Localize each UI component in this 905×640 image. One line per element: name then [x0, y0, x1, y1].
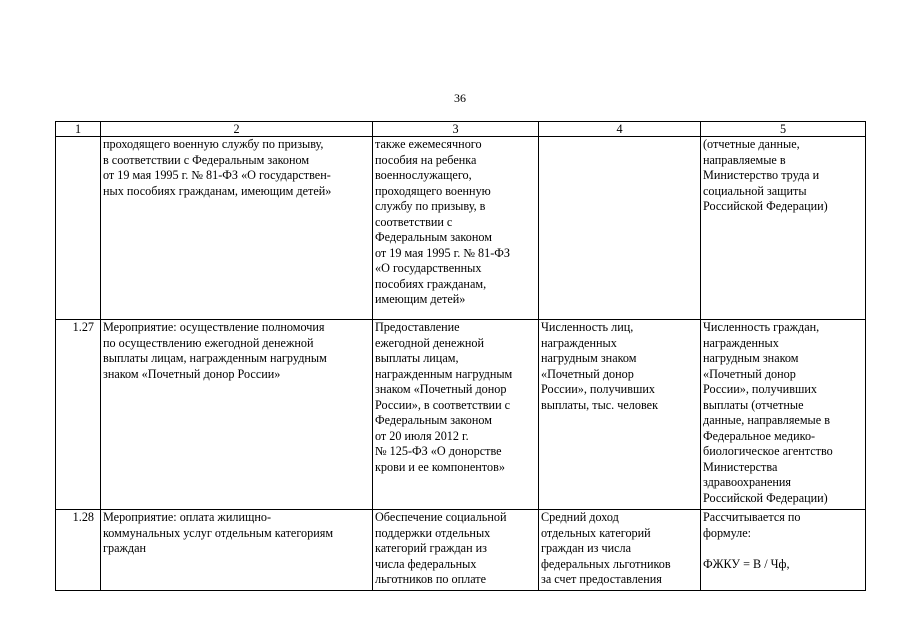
table-cell-c2	[101, 137, 373, 320]
cell-text-line: Федеральное медико-	[703, 428, 816, 443]
cell-text-line: пособиях гражданам,	[375, 276, 487, 291]
table-cell-c3	[373, 320, 539, 510]
cell-text-line: Министерства	[703, 459, 778, 474]
table-cell-c4	[539, 510, 701, 591]
cell-text-line: России», получивших	[703, 382, 817, 396]
header-cell: 1	[56, 122, 101, 137]
header-cell: 3	[373, 122, 539, 137]
data-table	[55, 121, 866, 591]
table-row	[56, 320, 866, 510]
cell-text-line: за счет предоставления	[541, 572, 662, 586]
cell-text-line: «О государственных	[375, 261, 482, 275]
cell-text-line: знаком «Почетный донор России»	[103, 366, 281, 381]
cell-text-line: «Почетный донор	[703, 366, 796, 381]
table-cell-c5	[701, 320, 866, 510]
cell-text-line: льготников по оплате	[375, 572, 487, 586]
cell-text-line: граждан	[103, 541, 147, 555]
table-row	[56, 510, 866, 591]
table-cell-c3	[373, 510, 539, 591]
table-cell-c5	[701, 510, 866, 591]
cell-text-line: выплаты лицам, награжденным нагрудным	[103, 351, 327, 365]
cell-text-line: Федеральным законом	[375, 413, 492, 427]
cell-text-line: выплаты лицам,	[375, 351, 459, 365]
cell-text-line: России», в соответствии с	[375, 397, 511, 412]
cell-text-line: в соответствии с Федеральным законом	[103, 152, 310, 167]
table-cell-c2	[101, 320, 373, 510]
cell-text-line: Численность граждан,	[703, 320, 820, 334]
cell-text-line: от 20 июля 2012 г.	[375, 428, 469, 443]
cell-text-line: Российской Федерации)	[703, 199, 828, 213]
cell-text-line: Мероприятие: осуществление полномочия	[103, 320, 325, 334]
cell-text-line: знаком «Почетный донор	[375, 382, 507, 396]
cell-text-line: Мероприятие: оплата жилищно-	[103, 510, 272, 524]
cell-text-line: службу по призыву, в	[375, 199, 486, 213]
cell-text-line: военнослужащего,	[375, 168, 472, 182]
cell-text-line: «Почетный донор	[541, 366, 634, 381]
cell-text-line: № 125-ФЗ «О донорстве	[375, 444, 502, 458]
row-number-cell	[56, 137, 101, 320]
cell-text-line: также ежемесячного	[375, 137, 482, 151]
row-number-cell: 1.27	[56, 320, 101, 510]
cell-text-line: выплаты (отчетные	[703, 397, 804, 412]
cell-text-line: коммунальных услуг отдельным категориям	[103, 525, 334, 540]
cell-text-line: нагрудным знаком	[541, 351, 637, 365]
cell-text-line: здравоохранения	[703, 475, 792, 489]
cell-text-line: направляемые в	[703, 152, 786, 167]
cell-text-line: (отчетные данные,	[703, 137, 800, 151]
table-cell-c2	[101, 510, 373, 591]
table-header-row	[56, 122, 866, 137]
page-number: 36	[454, 91, 466, 105]
header-cell: 4	[539, 122, 701, 137]
cell-text-line: Министерство труда и	[703, 168, 820, 182]
cell-text-line: числа федеральных	[375, 556, 477, 571]
cell-text-line: награжденных	[703, 335, 779, 350]
row-number-cell: 1.28	[56, 510, 101, 591]
cell-text-line: Рассчитывается по	[703, 510, 801, 524]
cell-text-line: биологическое агентство	[703, 444, 833, 458]
cell-text-line: отдельных категорий	[541, 525, 651, 540]
cell-text-line: поддержки отдельных	[375, 525, 491, 540]
header-cell: 2	[101, 122, 373, 137]
cell-text-line: пособия на ребенка	[375, 152, 477, 167]
cell-text-line: проходящего военную службу по призыву,	[103, 137, 324, 151]
cell-text-line: ФЖКУ = В / Чф,	[703, 556, 790, 571]
cell-text-line: Численность лиц,	[541, 320, 634, 334]
cell-text-line: формуле:	[703, 525, 752, 540]
cell-text-line: от 19 мая 1995 г. № 81-ФЗ «О государствен-	[103, 168, 331, 182]
cell-text-line: федеральных льготников	[541, 556, 671, 571]
cell-text-line: Предоставление	[375, 320, 460, 334]
cell-text-line: данные, направляемые в	[703, 413, 830, 427]
cell-text-line: России», получивших	[541, 382, 655, 396]
cell-text-line: награжденных	[541, 335, 617, 350]
cell-text-line: социальной защиты	[703, 183, 807, 198]
cell-text-line	[703, 541, 863, 557]
cell-text-line: награжденным нагрудным	[375, 366, 513, 381]
cell-text-line: Обеспечение социальной	[375, 510, 507, 524]
cell-text-line: Российской Федерации)	[703, 490, 828, 505]
cell-text-line: Федеральным законом	[375, 230, 492, 244]
cell-text-line: выплаты, тыс. человек	[541, 397, 658, 412]
table-cell-c4	[539, 137, 701, 320]
cell-text-line: нагрудным знаком	[703, 351, 799, 365]
table-cell-c3	[373, 137, 539, 320]
cell-text-line: имеющим детей»	[375, 292, 466, 306]
cell-text-line: по осуществлению ежегодной денежной	[103, 335, 314, 350]
cell-text-line: ежегодной денежной	[375, 335, 485, 350]
cell-text-line: категорий граждан из	[375, 541, 487, 555]
header-cell: 5	[701, 122, 866, 137]
cell-text-line: проходящего военную	[375, 183, 491, 198]
cell-text-line: от 19 мая 1995 г. № 81-ФЗ	[375, 245, 511, 260]
table-cell-c4	[539, 320, 701, 510]
cell-text-line: ных пособиях гражданам, имеющим детей»	[103, 183, 332, 198]
cell-text-line: крови и ее компонентов»	[375, 459, 505, 474]
table-row	[56, 137, 866, 320]
cell-text-line: граждан из числа	[541, 541, 632, 555]
cell-text-line: Средний доход	[541, 510, 619, 524]
cell-text-line: соответствии с	[375, 214, 453, 229]
table-cell-c5	[701, 137, 866, 320]
